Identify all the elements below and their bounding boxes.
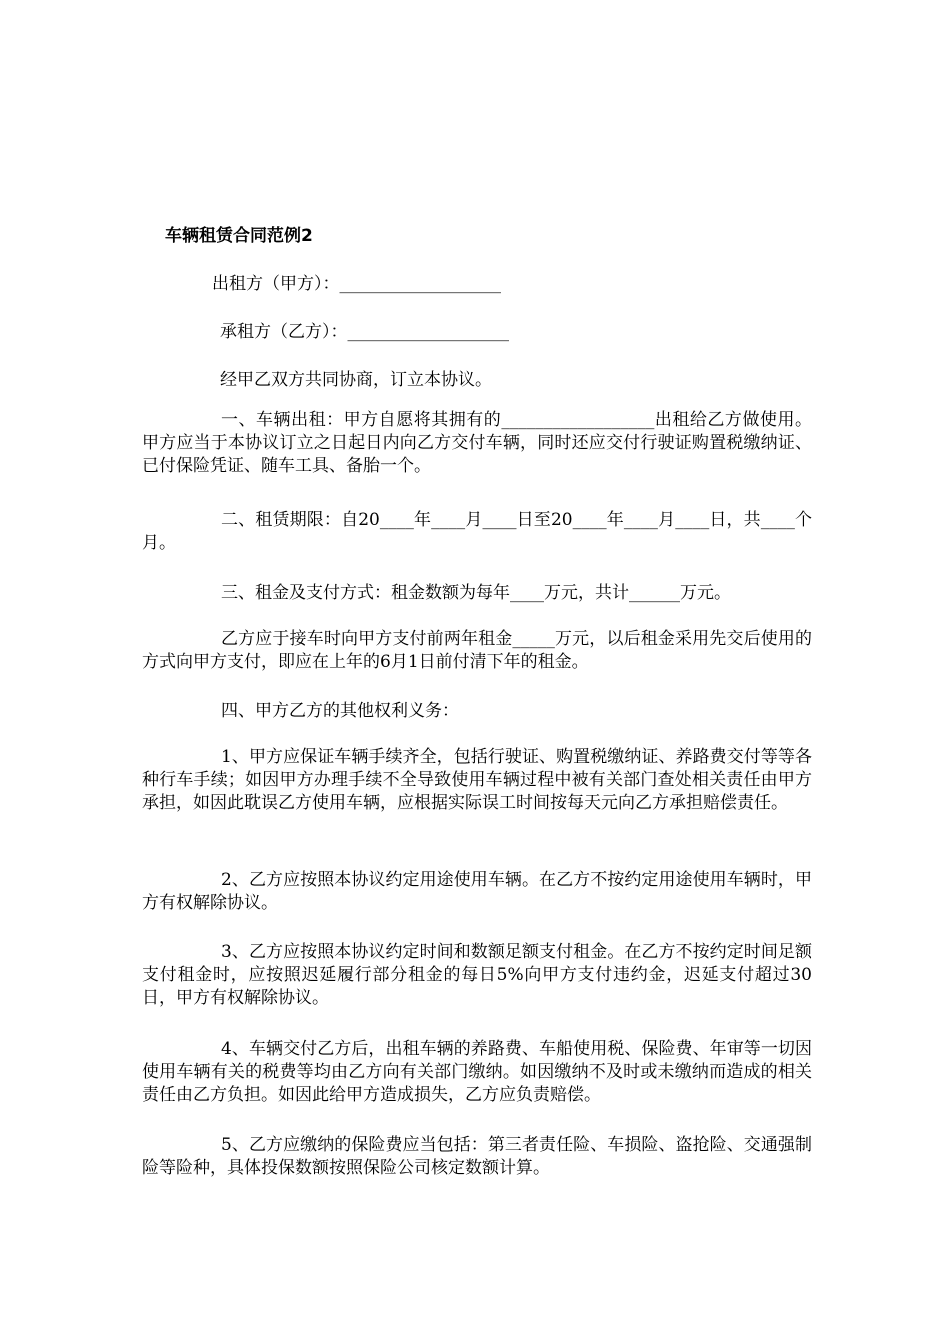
paragraph-clause-5: 5、乙方应缴纳的保险费应当包括：第三者责任险、车损险、盗抢险、交通强制险等险种，具体投保数额按照保险公司核定数额计算。: [142, 1135, 812, 1178]
paragraph-clause-4: 4、车辆交付乙方后，出租车辆的养路费、车船使用税、保险费、年审等一切因使用车辆有关的税费等均由乙方向有关部门缴纳。如因缴纳不及时或未缴纳而造成的相关责任由乙方负担。如因此给甲方造成损失，乙方应负责赔偿。: [142, 1039, 812, 1105]
paragraph-clause-1: 1、甲方应保证车辆手续齐全，包括行驶证、购置税缴纳证、养路费交付等等各种行车手续；如因甲方办理手续不全导致使用车辆过程中被有关部门查处相关责任由甲方承担，如因此耽误乙方使用车辆，应根据实际误工时间按每天元向乙方承担赔偿责任。: [142, 747, 812, 813]
paragraph-rights-heading: 四、甲方乙方的其他权利义务：: [221, 701, 459, 721]
document-title: 车辆租赁合同范例2: [165, 226, 313, 246]
paragraph-clause-3: 3、乙方应按照本协议约定时间和数额足额支付租金。在乙方不按约定时间足额支付租金时，应按照迟延履行部分租金的每日5%向甲方支付违约金，迟延支付超过30日，甲方有权解除协议。: [142, 942, 812, 1008]
lessor-line: 出租方（甲方）：___________________: [212, 274, 501, 294]
paragraph-vehicle-rental: 一、车辆出租：甲方自愿将其拥有的__________________出租给乙方做使用。甲方应当于本协议订立之日起日内向乙方交付车辆，同时还应交付行驶证购置税缴纳证、已付保险凭证、随车工具、备胎一个。: [142, 410, 812, 476]
paragraph-rent-schedule: 乙方应于接车时向甲方支付前两年租金_____万元，以后租金采用先交后使用的方式向甲方支付，即应在上年的6月1日前付清下年的租金。: [142, 629, 812, 672]
paragraph-rent-payment: 三、租金及支付方式：租金数额为每年____万元，共计______万元。: [221, 583, 731, 603]
lessee-line: 承租方（乙方）：___________________: [220, 322, 509, 342]
paragraph-clause-2: 2、乙方应按照本协议约定用途使用车辆。在乙方不按约定用途使用车辆时，甲方有权解除协议。: [142, 870, 812, 913]
intro-line: 经甲乙双方共同协商，订立本协议。: [220, 370, 492, 390]
paragraph-lease-term: 二、租赁期限：自20____年____月____日至20____年____月____日，共____个月。: [142, 510, 812, 553]
